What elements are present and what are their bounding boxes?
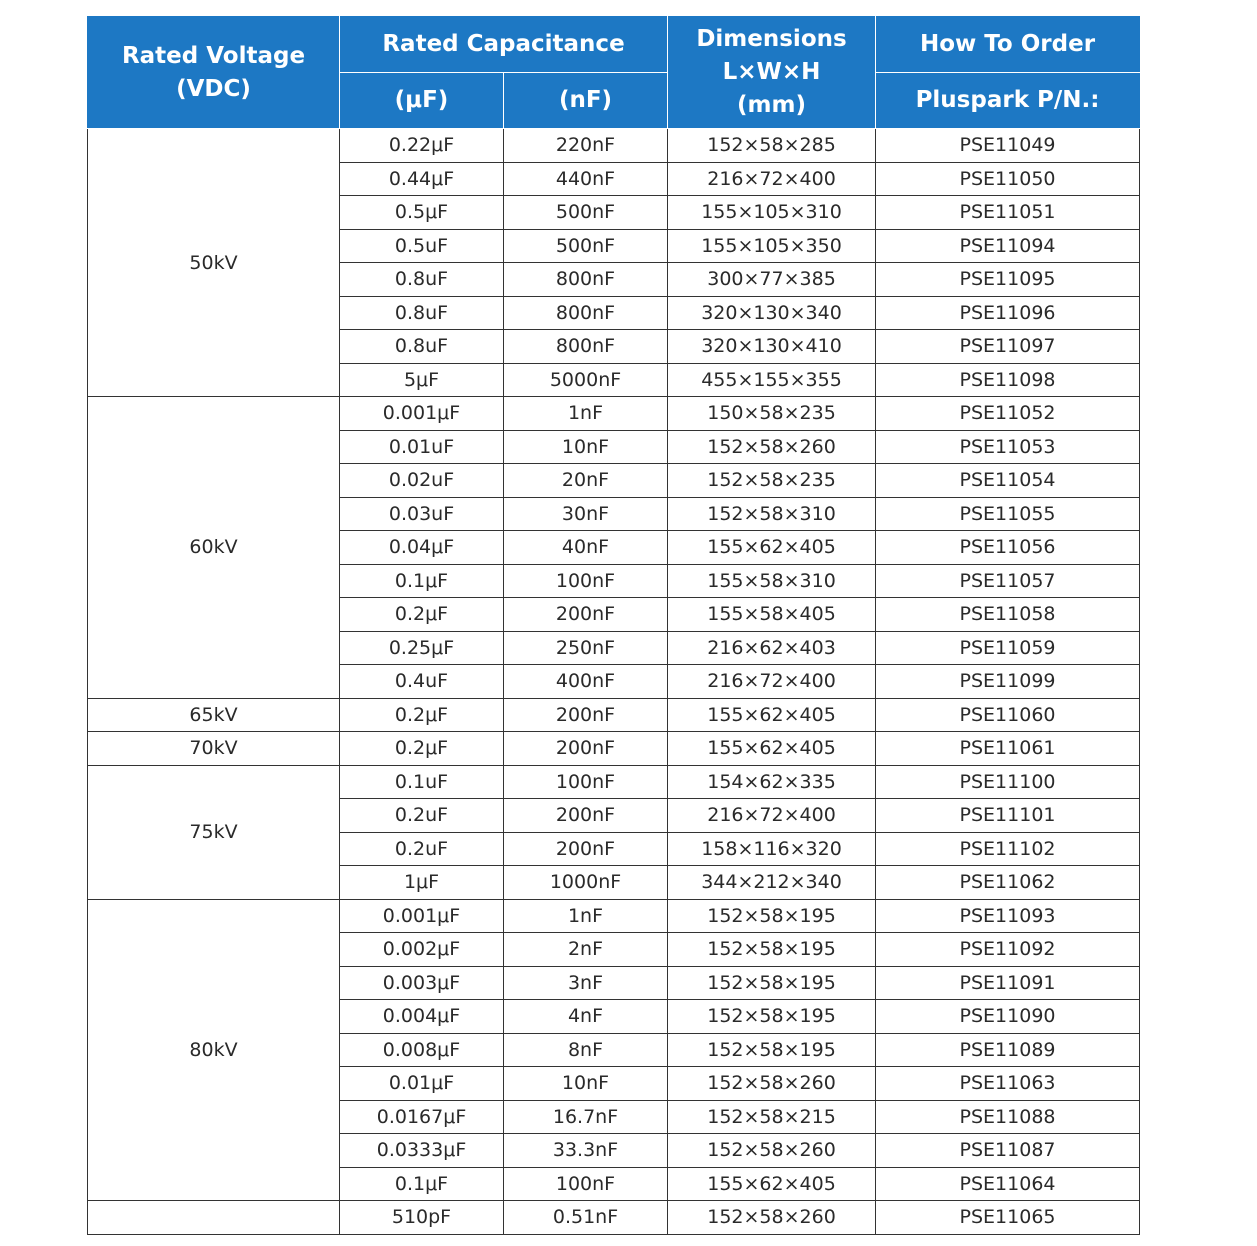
part-number-cell: PSE11055 bbox=[876, 497, 1140, 531]
capacitance-uf-cell: 0.02uF bbox=[340, 464, 504, 498]
part-number-cell: PSE11087 bbox=[876, 1134, 1140, 1168]
capacitance-nf-cell: 200nF bbox=[504, 732, 668, 766]
part-number-cell: PSE11102 bbox=[876, 832, 1140, 866]
table-row bbox=[88, 765, 1140, 799]
capacitance-nf-cell: 40nF bbox=[504, 531, 668, 565]
header-dimensions-line3: (mm) bbox=[737, 92, 806, 118]
capacitance-uf-cell: 0.2μF bbox=[340, 598, 504, 632]
rated-voltage-cell: 60kV bbox=[88, 397, 340, 699]
dimensions-cell: 152×58×260 bbox=[668, 1134, 876, 1168]
part-number-cell: PSE11090 bbox=[876, 1000, 1140, 1034]
part-number-cell: PSE11088 bbox=[876, 1100, 1140, 1134]
dimensions-cell: 152×58×195 bbox=[668, 1033, 876, 1067]
dimensions-cell: 158×116×320 bbox=[668, 832, 876, 866]
dimensions-cell: 155×62×405 bbox=[668, 732, 876, 766]
capacitance-uf-cell: 0.0333μF bbox=[340, 1134, 504, 1168]
capacitance-nf-cell: 500nF bbox=[504, 229, 668, 263]
capacitance-nf-cell: 4nF bbox=[504, 1000, 668, 1034]
capacitance-nf-cell: 8nF bbox=[504, 1033, 668, 1067]
part-number-cell: PSE11056 bbox=[876, 531, 1140, 565]
part-number-cell: PSE11100 bbox=[876, 765, 1140, 799]
table-header bbox=[88, 17, 1140, 129]
dimensions-cell: 344×212×340 bbox=[668, 866, 876, 900]
capacitance-uf-cell: 0.2uF bbox=[340, 799, 504, 833]
part-number-cell: PSE11062 bbox=[876, 866, 1140, 900]
capacitance-uf-cell: 0.8uF bbox=[340, 263, 504, 297]
capacitance-uf-cell: 1μF bbox=[340, 866, 504, 900]
capacitance-nf-cell: 100nF bbox=[504, 1167, 668, 1201]
dimensions-cell: 152×58×195 bbox=[668, 966, 876, 1000]
part-number-cell: PSE11059 bbox=[876, 631, 1140, 665]
header-voltage-line1: Rated Voltage bbox=[121, 42, 306, 69]
capacitance-uf-cell: 0.2μF bbox=[340, 732, 504, 766]
capacitance-nf-cell: 100nF bbox=[504, 765, 668, 799]
table-row bbox=[88, 732, 1140, 766]
capacitance-nf-cell: 440nF bbox=[504, 162, 668, 196]
capacitance-nf-cell: 2nF bbox=[504, 933, 668, 967]
capacitance-uf-cell: 0.4uF bbox=[340, 665, 504, 699]
capacitance-uf-cell: 0.004μF bbox=[340, 1000, 504, 1034]
header-rated-voltage bbox=[88, 17, 340, 129]
dimensions-cell: 320×130×410 bbox=[668, 330, 876, 364]
capacitance-nf-cell: 200nF bbox=[504, 598, 668, 632]
capacitance-uf-cell: 0.003μF bbox=[340, 966, 504, 1000]
capacitance-nf-cell: 1nF bbox=[504, 397, 668, 431]
capacitor-spec-table bbox=[87, 16, 1140, 1235]
capacitance-uf-cell: 0.1μF bbox=[340, 564, 504, 598]
capacitance-uf-cell: 0.25μF bbox=[340, 631, 504, 665]
dimensions-cell: 320×130×340 bbox=[668, 296, 876, 330]
capacitance-nf-cell: 400nF bbox=[504, 665, 668, 699]
header-voltage-line2: (VDC) bbox=[176, 75, 251, 102]
capacitance-uf-cell: 5μF bbox=[340, 363, 504, 397]
capacitance-nf-cell: 1nF bbox=[504, 899, 668, 933]
part-number-cell: PSE11049 bbox=[876, 129, 1140, 163]
capacitance-nf-cell: 16.7nF bbox=[504, 1100, 668, 1134]
capacitance-uf-cell: 0.2uF bbox=[340, 832, 504, 866]
capacitance-uf-cell: 0.01uF bbox=[340, 430, 504, 464]
dimensions-cell: 152×58×310 bbox=[668, 497, 876, 531]
rated-voltage-cell: 70kV bbox=[88, 732, 340, 766]
capacitance-nf-cell: 500nF bbox=[504, 196, 668, 230]
capacitance-nf-cell: 250nF bbox=[504, 631, 668, 665]
part-number-cell: PSE11101 bbox=[876, 799, 1140, 833]
capacitance-nf-cell: 1000nF bbox=[504, 866, 668, 900]
capacitance-uf-cell: 0.03uF bbox=[340, 497, 504, 531]
capacitance-uf-cell: 0.0167μF bbox=[340, 1100, 504, 1134]
header-rated-capacitance: Rated Capacitance bbox=[340, 17, 668, 73]
part-number-cell: PSE11053 bbox=[876, 430, 1140, 464]
capacitance-nf-cell: 800nF bbox=[504, 296, 668, 330]
dimensions-cell: 152×58×260 bbox=[668, 430, 876, 464]
dimensions-cell: 152×58×195 bbox=[668, 933, 876, 967]
part-number-cell: PSE11050 bbox=[876, 162, 1140, 196]
capacitance-uf-cell: 0.001μF bbox=[340, 899, 504, 933]
capacitance-uf-cell: 0.8uF bbox=[340, 330, 504, 364]
dimensions-cell: 152×58×215 bbox=[668, 1100, 876, 1134]
table-row bbox=[88, 698, 1140, 732]
capacitance-nf-cell: 0.51nF bbox=[504, 1201, 668, 1235]
capacitance-uf-cell: 0.04μF bbox=[340, 531, 504, 565]
capacitance-nf-cell: 100nF bbox=[504, 564, 668, 598]
rated-voltage-cell: 75kV bbox=[88, 765, 340, 899]
part-number-cell: PSE11064 bbox=[876, 1167, 1140, 1201]
table-row bbox=[88, 899, 1140, 933]
part-number-cell: PSE11092 bbox=[876, 933, 1140, 967]
dimensions-cell: 154×62×335 bbox=[668, 765, 876, 799]
part-number-cell: PSE11052 bbox=[876, 397, 1140, 431]
dimensions-cell: 155×105×310 bbox=[668, 196, 876, 230]
dimensions-cell: 155×62×405 bbox=[668, 531, 876, 565]
dimensions-cell: 150×58×235 bbox=[668, 397, 876, 431]
capacitance-nf-cell: 200nF bbox=[504, 832, 668, 866]
capacitance-uf-cell: 0.5uF bbox=[340, 229, 504, 263]
dimensions-cell: 152×58×195 bbox=[668, 1000, 876, 1034]
table-row bbox=[88, 1201, 1140, 1235]
part-number-cell: PSE11057 bbox=[876, 564, 1140, 598]
capacitance-uf-cell: 0.8uF bbox=[340, 296, 504, 330]
dimensions-cell: 152×58×285 bbox=[668, 129, 876, 163]
dimensions-cell: 155×62×405 bbox=[668, 1167, 876, 1201]
header-dimensions-line2: L×W×H bbox=[722, 59, 821, 85]
rated-voltage-cell: 65kV bbox=[88, 698, 340, 732]
capacitance-nf-cell: 200nF bbox=[504, 698, 668, 732]
part-number-cell: PSE11099 bbox=[876, 665, 1140, 699]
capacitance-uf-cell: 0.008μF bbox=[340, 1033, 504, 1067]
dimensions-cell: 155×58×310 bbox=[668, 564, 876, 598]
part-number-cell: PSE11096 bbox=[876, 296, 1140, 330]
part-number-cell: PSE11089 bbox=[876, 1033, 1140, 1067]
capacitance-nf-cell: 200nF bbox=[504, 799, 668, 833]
capacitance-uf-cell: 0.002μF bbox=[340, 933, 504, 967]
capacitance-nf-cell: 30nF bbox=[504, 497, 668, 531]
dimensions-cell: 216×72×400 bbox=[668, 162, 876, 196]
part-number-cell: PSE11060 bbox=[876, 698, 1140, 732]
dimensions-cell: 216×72×400 bbox=[668, 665, 876, 699]
dimensions-cell: 216×62×403 bbox=[668, 631, 876, 665]
rated-voltage-cell bbox=[88, 1201, 340, 1235]
dimensions-cell: 152×58×260 bbox=[668, 1201, 876, 1235]
part-number-cell: PSE11065 bbox=[876, 1201, 1140, 1235]
capacitance-nf-cell: 10nF bbox=[504, 430, 668, 464]
dimensions-cell: 155×62×405 bbox=[668, 698, 876, 732]
dimensions-cell: 455×155×355 bbox=[668, 363, 876, 397]
table-row bbox=[88, 397, 1140, 431]
part-number-cell: PSE11061 bbox=[876, 732, 1140, 766]
rated-voltage-cell: 50kV bbox=[88, 129, 340, 397]
header-dimensions bbox=[668, 17, 876, 129]
capacitance-nf-cell: 800nF bbox=[504, 330, 668, 364]
dimensions-cell: 155×105×350 bbox=[668, 229, 876, 263]
header-part-number: Pluspark P/N.: bbox=[876, 73, 1140, 129]
table-row bbox=[88, 129, 1140, 163]
capacitance-uf-cell: 0.5μF bbox=[340, 196, 504, 230]
capacitance-nf-cell: 5000nF bbox=[504, 363, 668, 397]
dimensions-cell: 216×72×400 bbox=[668, 799, 876, 833]
part-number-cell: PSE11093 bbox=[876, 899, 1140, 933]
part-number-cell: PSE11063 bbox=[876, 1067, 1140, 1101]
capacitance-uf-cell: 0.22μF bbox=[340, 129, 504, 163]
dimensions-cell: 152×58×235 bbox=[668, 464, 876, 498]
capacitance-nf-cell: 3nF bbox=[504, 966, 668, 1000]
dimensions-cell: 155×58×405 bbox=[668, 598, 876, 632]
header-uf: (μF) bbox=[340, 73, 504, 129]
capacitance-nf-cell: 220nF bbox=[504, 129, 668, 163]
table-body bbox=[88, 129, 1140, 1235]
dimensions-cell: 152×58×260 bbox=[668, 1067, 876, 1101]
dimensions-cell: 300×77×385 bbox=[668, 263, 876, 297]
capacitance-nf-cell: 20nF bbox=[504, 464, 668, 498]
capacitance-uf-cell: 0.44μF bbox=[340, 162, 504, 196]
capacitance-nf-cell: 10nF bbox=[504, 1067, 668, 1101]
capacitance-nf-cell: 800nF bbox=[504, 263, 668, 297]
capacitance-uf-cell: 0.2μF bbox=[340, 698, 504, 732]
dimensions-cell: 152×58×195 bbox=[668, 899, 876, 933]
part-number-cell: PSE11091 bbox=[876, 966, 1140, 1000]
part-number-cell: PSE11097 bbox=[876, 330, 1140, 364]
capacitance-uf-cell: 0.1μF bbox=[340, 1167, 504, 1201]
capacitance-nf-cell: 33.3nF bbox=[504, 1134, 668, 1168]
rated-voltage-cell: 80kV bbox=[88, 899, 340, 1201]
part-number-cell: PSE11098 bbox=[876, 363, 1140, 397]
header-how-to-order: How To Order bbox=[876, 17, 1140, 73]
capacitance-uf-cell: 0.001μF bbox=[340, 397, 504, 431]
header-nf: (nF) bbox=[504, 73, 668, 129]
capacitance-uf-cell: 0.1uF bbox=[340, 765, 504, 799]
capacitance-uf-cell: 510pF bbox=[340, 1201, 504, 1235]
capacitance-uf-cell: 0.01μF bbox=[340, 1067, 504, 1101]
part-number-cell: PSE11054 bbox=[876, 464, 1140, 498]
header-dimensions-line1: Dimensions bbox=[696, 26, 847, 52]
part-number-cell: PSE11051 bbox=[876, 196, 1140, 230]
part-number-cell: PSE11095 bbox=[876, 263, 1140, 297]
part-number-cell: PSE11058 bbox=[876, 598, 1140, 632]
part-number-cell: PSE11094 bbox=[876, 229, 1140, 263]
